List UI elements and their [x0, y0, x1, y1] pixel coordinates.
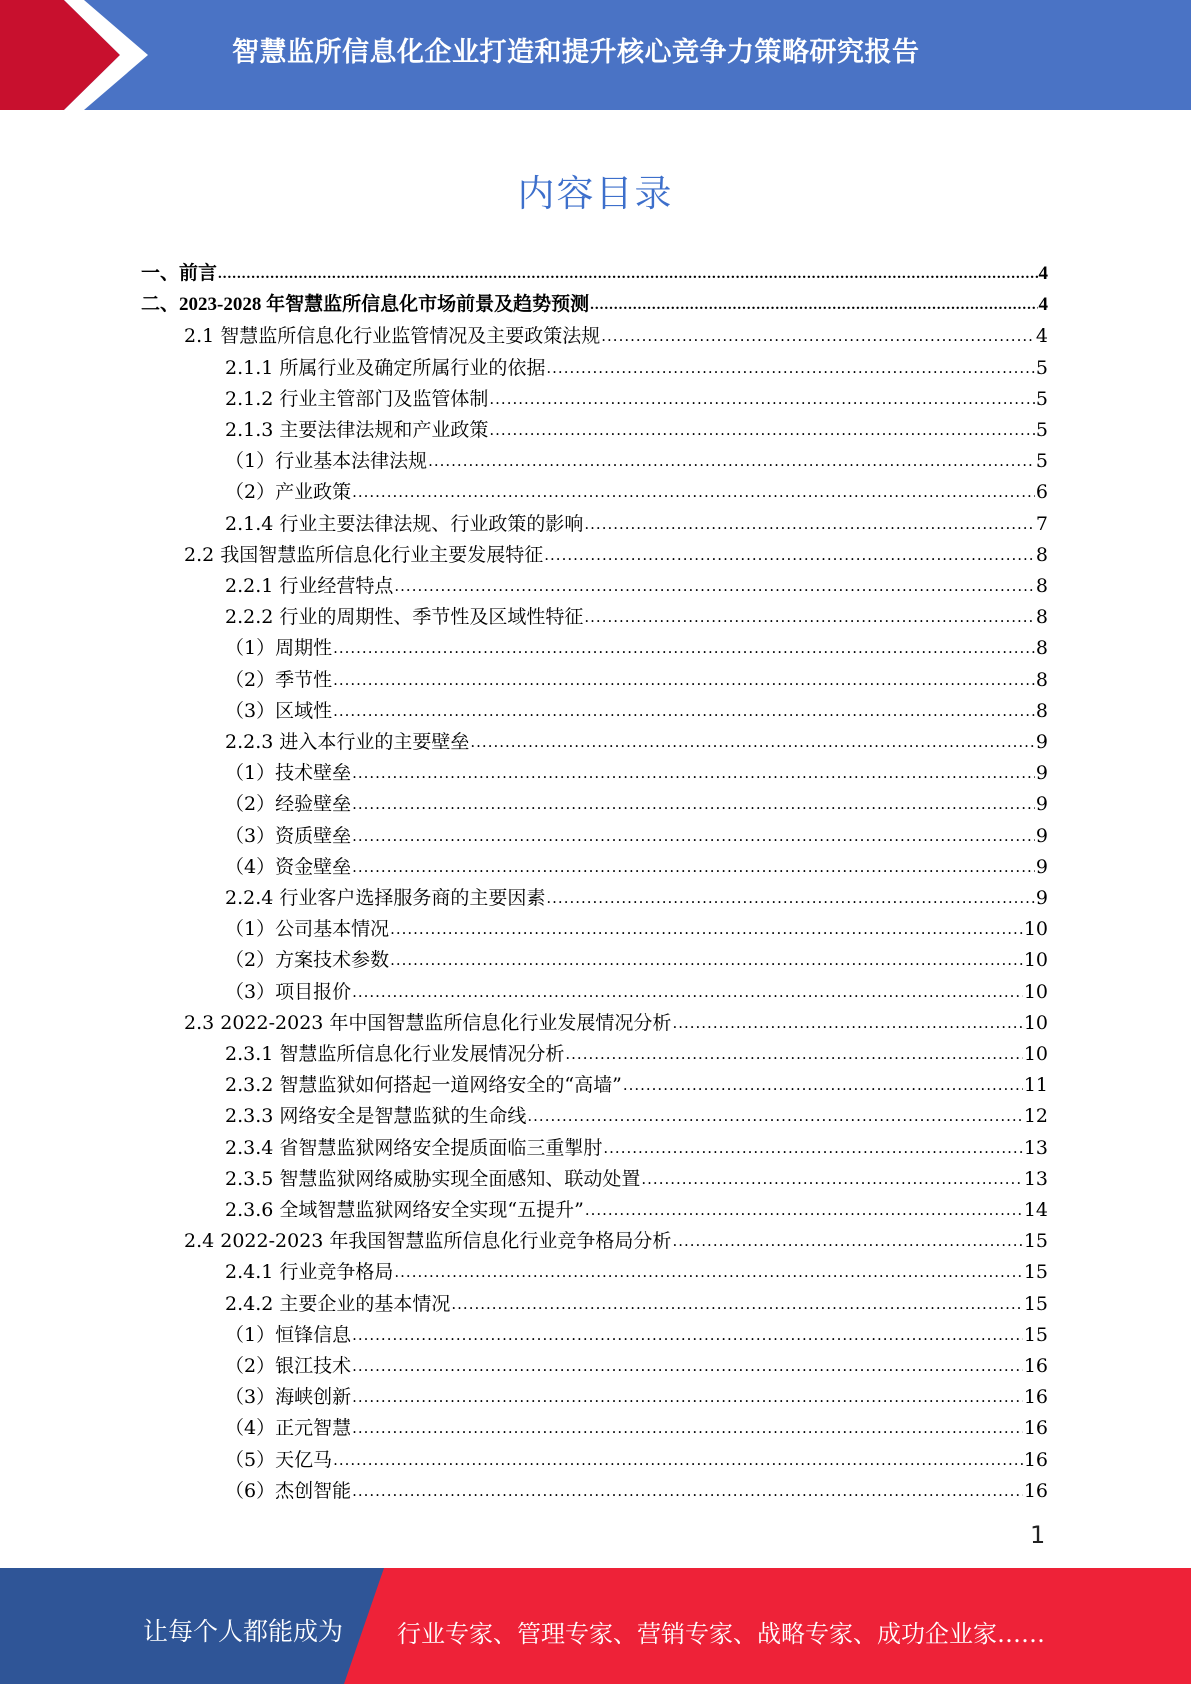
toc-entry-page: 9	[1035, 887, 1048, 909]
toc-entry-page: 16	[1023, 1386, 1048, 1409]
toc-entry-page: 15	[1023, 1292, 1048, 1315]
toc-entry[interactable]	[184, 1221, 1048, 1252]
toc-entry[interactable]	[225, 1034, 1048, 1065]
toc-entry[interactable]	[225, 1096, 1048, 1127]
toc-entry-label: 2.2.4 行业客户选择服务商的主要因素	[225, 887, 546, 909]
toc-entry[interactable]	[225, 972, 1048, 1003]
toc-entry-page: 10	[1023, 918, 1048, 941]
toc-leader-dots	[352, 980, 1023, 1003]
toc-entry-page: 5	[1035, 450, 1048, 473]
toc-entry[interactable]	[225, 722, 1048, 753]
toc-entry[interactable]	[225, 597, 1048, 628]
toc-entry-page: 9	[1035, 762, 1048, 785]
toc-leader-dots	[470, 730, 1035, 753]
toc-leader-dots	[489, 387, 1035, 410]
toc-entry-page: 15	[1023, 1230, 1048, 1253]
toc-leader-dots	[641, 1167, 1022, 1190]
toc-entry[interactable]	[225, 348, 1048, 379]
toc-entry-page: 15	[1023, 1261, 1048, 1284]
toc-entry-label: （4）资金壁垒	[225, 855, 352, 878]
toc-leader-dots	[333, 1448, 1023, 1471]
toc-entry-page: 10	[1023, 949, 1048, 972]
toc-entry-page: 16	[1023, 1479, 1048, 1502]
page-number: 1	[1030, 1521, 1046, 1549]
toc-leader-dots	[601, 324, 1035, 347]
toc-leader-dots	[352, 1385, 1023, 1408]
toc-entry-page: 10	[1023, 1011, 1048, 1034]
toc-leader-dots	[546, 356, 1035, 379]
toc-entry-label: 2.1.4 行业主要法律法规、行业政策的影响	[225, 512, 584, 535]
toc-leader-dots	[333, 699, 1035, 722]
toc-entry-label: 2.2.3 进入本行业的主要壁垒	[225, 731, 470, 753]
toc-entry[interactable]	[225, 472, 1048, 503]
toc-entry-page: 9	[1035, 855, 1048, 878]
toc-leader-dots	[546, 886, 1035, 909]
toc-leader-dots	[352, 1354, 1023, 1377]
toc-entry[interactable]	[225, 1377, 1048, 1408]
toc-entry[interactable]	[225, 1065, 1048, 1096]
toc-entry-label: （1）恒锋信息	[225, 1323, 352, 1346]
toc-heading: 内容目录	[517, 172, 674, 215]
toc-entry-page: 5	[1035, 419, 1048, 441]
toc-entry[interactable]	[225, 784, 1048, 815]
toc-entry-page: 8	[1035, 699, 1048, 722]
toc-entry-label: 2.4 2022-2023 年我国智慧监所信息化行业竞争格局分析	[184, 1230, 672, 1253]
toc-entry[interactable]	[225, 940, 1048, 971]
toc-entry-label: 2.2 我国智慧监所信息化行业主要发展特征	[184, 543, 544, 566]
toc-entry-page: 10	[1023, 1043, 1048, 1065]
toc-entry-page: 14	[1023, 1199, 1048, 1221]
toc-entry[interactable]	[184, 535, 1048, 566]
toc-entry-page: 8	[1035, 637, 1048, 660]
toc-leader-dots	[489, 418, 1035, 441]
toc-entry[interactable]	[225, 878, 1048, 909]
toc-entry[interactable]	[184, 316, 1048, 347]
toc-entry[interactable]	[225, 410, 1048, 441]
toc-entry[interactable]	[225, 1408, 1048, 1439]
toc-entry-page: 13	[1023, 1167, 1048, 1190]
toc-leader-dots	[333, 636, 1035, 659]
toc-entry-label: （2）经验壁垒	[225, 793, 352, 816]
footer-banner	[0, 1568, 1191, 1684]
toc-leader-dots	[352, 761, 1035, 784]
toc-leader-dots	[585, 1198, 1023, 1221]
toc-entry-page: 15	[1023, 1323, 1048, 1346]
toc-entry-label: （5）天亿马	[225, 1448, 333, 1471]
toc-entry-label: 2.4.2 主要企业的基本情况	[225, 1292, 451, 1315]
toc-leader-dots	[428, 449, 1035, 472]
toc-entry-label: 2.4.1 行业竞争格局	[225, 1261, 394, 1284]
toc-entry[interactable]	[141, 254, 1048, 285]
toc-entry-label: （6）杰创智能	[225, 1479, 352, 1502]
toc-entry[interactable]	[141, 285, 1048, 316]
toc-entry[interactable]	[225, 691, 1048, 722]
toc-entry[interactable]	[225, 1440, 1048, 1471]
toc-entry-label: 2.3.5 智慧监狱网络威胁实现全面感知、联动处置	[225, 1167, 641, 1190]
toc-leader-dots	[352, 855, 1035, 878]
toc-entry-label: 2.3.1 智慧监所信息化行业发展情况分析	[225, 1043, 565, 1065]
toc-leader-dots	[394, 574, 1035, 597]
toc-entry[interactable]	[225, 1315, 1048, 1346]
toc-entry[interactable]	[225, 1159, 1048, 1190]
toc-entry-label: （4）正元智慧	[225, 1417, 352, 1440]
toc-leader-dots	[590, 293, 1037, 316]
toc-entry-label: 2.1 智慧监所信息化行业监管情况及主要政策法规	[184, 325, 601, 348]
toc-entry-label: （2）产业政策	[225, 481, 352, 504]
toc-entry-label: 2.2.1 行业经营特点	[225, 575, 394, 597]
toc-entry[interactable]	[225, 1190, 1048, 1221]
toc-entry-page: 9	[1035, 731, 1048, 753]
toc-entry-label: 2.3.6 全域智慧监狱网络安全实现“五提升”	[225, 1199, 584, 1221]
toc-entry-label: 2.2.2 行业的周期性、季节性及区域性特征	[225, 606, 584, 629]
toc-entry[interactable]	[225, 753, 1048, 784]
toc-entry[interactable]	[225, 441, 1048, 472]
toc-leader-dots	[352, 1323, 1023, 1346]
toc-entry[interactable]	[225, 847, 1048, 878]
toc-entry[interactable]	[225, 816, 1048, 847]
toc-leader-dots	[394, 1260, 1022, 1283]
toc-leader-dots	[352, 1416, 1023, 1439]
toc-leader-dots	[584, 512, 1035, 535]
toc-entry-label: 2.1.2 行业主管部门及监管体制	[225, 387, 489, 410]
toc-entry-label: 2.1.3 主要法律法规和产业政策	[225, 419, 489, 441]
toc-entry-page: 11	[1023, 1074, 1048, 1097]
toc-entry[interactable]	[225, 1128, 1048, 1159]
toc-entry-label: （3）项目报价	[225, 980, 352, 1003]
toc-entry-label: （2）方案技术参数	[225, 949, 390, 972]
footer-slogan-right: 行业专家、管理专家、营销专家、战略专家、成功企业家……	[397, 1620, 1045, 1648]
toc-entry-label: 2.3.3 网络安全是智慧监狱的生命线	[225, 1105, 527, 1128]
toc-entry-page: 13	[1023, 1136, 1048, 1159]
toc-entry-page: 16	[1023, 1448, 1048, 1471]
toc-entry-label: 一、前言	[141, 263, 218, 284]
toc-entry[interactable]	[225, 1252, 1048, 1283]
toc-entry-page: 16	[1023, 1417, 1048, 1440]
toc-entry-label: 二、2023-2028 年智慧监所信息化市场前景及趋势预测	[141, 294, 590, 316]
toc-entry-page: 8	[1035, 606, 1048, 629]
toc-leader-dots	[218, 262, 1037, 285]
toc-entry-label: 2.1.1 所属行业及确定所属行业的依据	[225, 356, 546, 379]
toc-leader-dots	[390, 948, 1023, 971]
toc-entry[interactable]	[225, 379, 1048, 410]
toc-entry[interactable]	[225, 1284, 1048, 1315]
toc-entry-page: 4	[1038, 294, 1048, 316]
toc-entry[interactable]	[225, 909, 1048, 940]
toc-leader-dots	[584, 605, 1035, 628]
toc-leader-dots	[352, 792, 1035, 815]
toc-entry-label: （3）海峡创新	[225, 1386, 352, 1409]
footer-slogan-left: 让每个人都能成为	[143, 1617, 344, 1646]
toc-leader-dots	[544, 543, 1035, 566]
toc-entry-label: （1）技术壁垒	[225, 762, 352, 785]
toc-entry-label: 2.3.2 智慧监狱如何搭起一道网络安全的“高墙”	[225, 1074, 622, 1097]
toc-leader-dots	[672, 1011, 1022, 1034]
toc-entry-label: （2）季节性	[225, 668, 333, 691]
toc-entry-page: 9	[1035, 793, 1048, 816]
toc-entry-page: 7	[1035, 512, 1048, 535]
toc-entry-page: 4	[1035, 325, 1048, 348]
toc-entry[interactable]	[225, 504, 1048, 535]
toc-entry-page: 10	[1023, 980, 1048, 1003]
toc-entry-page: 8	[1035, 543, 1048, 566]
toc-entry-label: （1）周期性	[225, 637, 333, 660]
toc-leader-dots	[623, 1073, 1023, 1096]
toc-leader-dots	[352, 480, 1035, 503]
toc-entry-label: 2.3.4 省智慧监狱网络安全提质面临三重掣肘	[225, 1136, 603, 1159]
toc-entry[interactable]	[225, 1471, 1048, 1502]
toc-entry-page: 8	[1035, 668, 1048, 691]
toc-entry[interactable]	[184, 1003, 1048, 1034]
toc-leader-dots	[565, 1042, 1022, 1065]
toc-entry[interactable]	[225, 566, 1048, 597]
toc-entry-label: （2）银江技术	[225, 1355, 352, 1377]
toc-entry-page: 6	[1035, 481, 1048, 504]
toc-entry[interactable]	[225, 660, 1048, 691]
toc-entry-page: 16	[1023, 1355, 1048, 1377]
toc-entry-page: 4	[1038, 263, 1048, 284]
toc-entry-page: 12	[1023, 1105, 1048, 1128]
toc-leader-dots	[672, 1229, 1022, 1252]
toc-entry-label: （3）资质壁垒	[225, 824, 352, 847]
report-title: 智慧监所信息化企业打造和提升核心竞争力策略研究报告	[232, 37, 920, 68]
toc-entry-page: 5	[1035, 387, 1048, 410]
toc-entry-label: 2.3 2022-2023 年中国智慧监所信息化行业发展情况分析	[184, 1011, 672, 1034]
toc-leader-dots	[352, 824, 1035, 847]
toc-entry[interactable]	[225, 1346, 1048, 1377]
toc-entry-label: （1）行业基本法律法规	[225, 450, 428, 473]
toc-leader-dots	[451, 1292, 1022, 1315]
toc-entry-page: 5	[1035, 356, 1048, 379]
toc-entry[interactable]	[225, 628, 1048, 659]
toc-leader-dots	[527, 1104, 1022, 1127]
toc-entry-label: （3）区域性	[225, 699, 333, 722]
header-banner	[0, 0, 1191, 110]
toc-leader-dots	[390, 917, 1023, 940]
toc-leader-dots	[603, 1136, 1022, 1159]
toc-leader-dots	[352, 1479, 1023, 1502]
toc-entry-page: 8	[1035, 575, 1048, 597]
toc-entry-label: （1）公司基本情况	[225, 918, 390, 941]
toc-entry-page: 9	[1035, 824, 1048, 847]
toc-leader-dots	[333, 668, 1035, 691]
